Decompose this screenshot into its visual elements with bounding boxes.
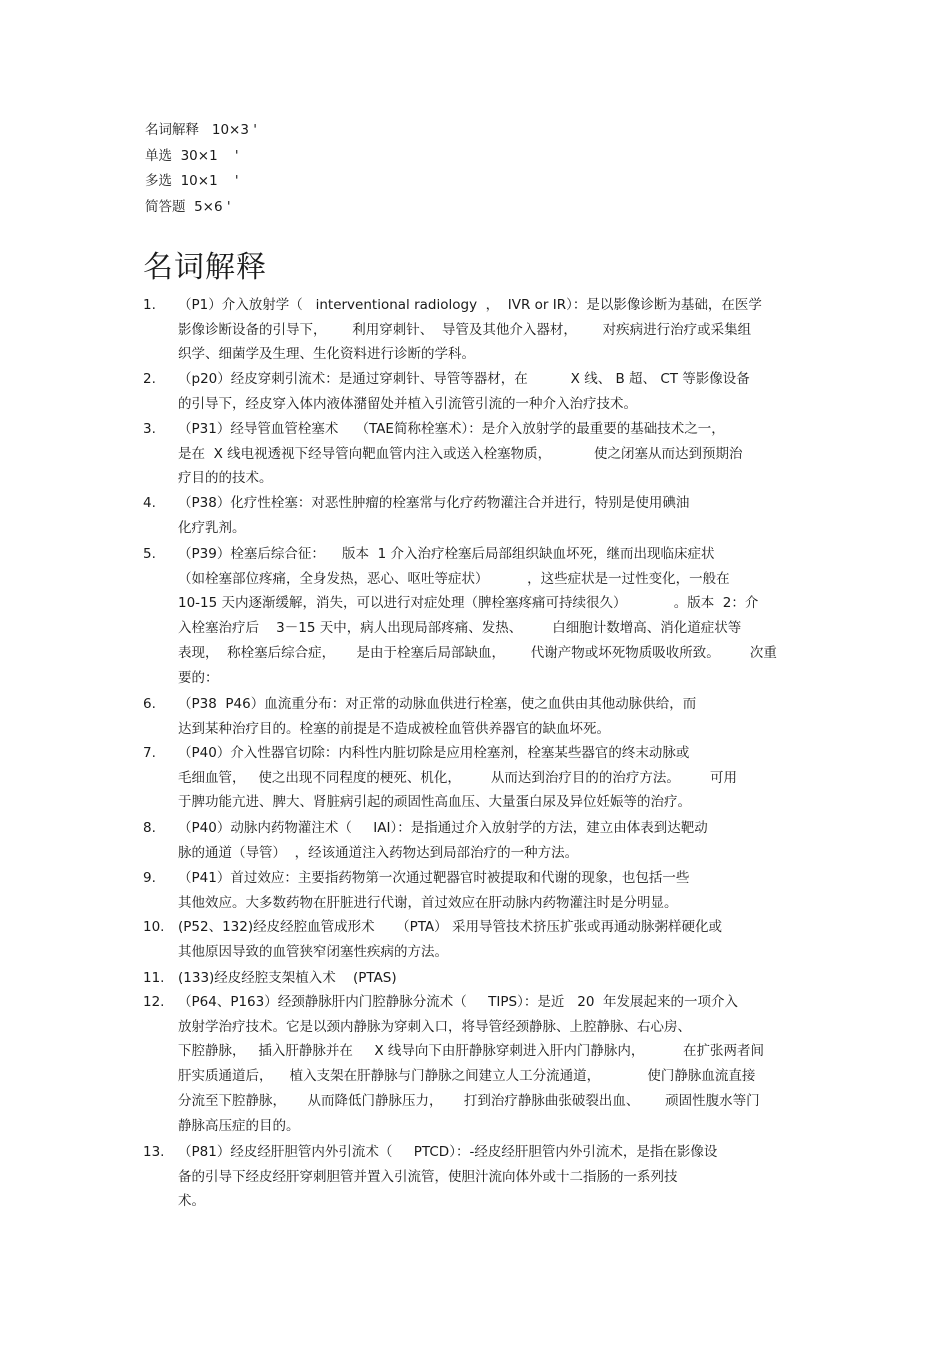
definition-item-2: [143, 367, 808, 416]
item-number: 11.: [143, 970, 165, 986]
item-text: （P41）首过效应：主要指药物第一次通过靶器官时被提取和代谢的现象，也包括一些 其他效应。大多数药物在肝脏进行代谢，首过效应在肝动脉内药物灌注时是分明显。: [178, 870, 690, 911]
definition-item-12: [143, 990, 808, 1138]
item-text: （P1）介入放射学（ interventional radiology ， IVR or IR）：是以影像诊断为基础，在医学 影像诊断设备的引导下， 利用穿刺针、 导管及其他介入器材， 对疾病进行治疗或采集组 织学、细菌学及生理、生化资料进行诊断的学科。: [178, 297, 762, 363]
item-number: 8.: [143, 820, 156, 836]
item-text: （P31）经导管血管栓塞术 （TAE简称栓塞术）：是介入放射学的最重要的基础技术之一， 是在 X 线电视透视下经导管向靶血管内注入或送入栓塞物质， 使之闭塞从而达到预期治 疗目的的技术。: [178, 421, 743, 487]
item-number: 6.: [143, 696, 156, 712]
item-number: 1.: [143, 297, 156, 313]
definition-item-3: [143, 417, 808, 491]
definition-item-1: [143, 293, 808, 367]
definition-item-6: [143, 692, 808, 741]
exam-scoring-list: [145, 118, 257, 220]
definition-item-9: [143, 866, 808, 915]
scoring-row-multiple-choice: 多选 10×1 ': [145, 173, 239, 189]
scoring-row-single-choice: 单选 30×1 ': [145, 147, 239, 164]
item-number: 10.: [143, 919, 165, 935]
item-number: 5.: [143, 546, 156, 562]
item-text: (133)经皮经腔支架植入术 (PTAS): [178, 970, 397, 986]
item-text: （P38）化疗性栓塞：对恶性肿瘤的栓塞常与化疗药物灌注合并进行，特别是使用碘油 化疗乳剂。: [178, 495, 690, 536]
item-text: （P39）栓塞后综合征： 版本 1 介入治疗栓塞后局部组织缺血坏死，继而出现临床症状 （如栓塞部位疼痛，全身发热，恶心、呕吐等症状） ，这些症状是一过性变化，一般在 10-15 天内逐渐缓解，消失，可以进行对症处理（脾栓塞疼痛可持续很久） 。版本 2：介 入栓塞治疗后 3－15 天中，病人出现局部疼痛、发热、 白细胞计数增高、消化道症状等 表现， 称栓塞后综合症， 是由于栓塞后局部缺血， 代谢产物或坏死物质吸收所致。 次重 要的：: [178, 546, 777, 686]
section-heading: 名词解释: [143, 250, 267, 285]
item-number: 2.: [143, 371, 156, 387]
item-text: (P52、132)经皮经腔血管成形术 （PTA） 采用导管技术挤压扩张或再通动脉粥样硬化或 其他原因导致的血管狭窄闭塞性疾病的方法。: [178, 919, 722, 960]
item-text: （P40）动脉内药物灌注术（ IAI）：是指通过介入放射学的方法，建立由体表到达靶动 脉的通道（导管） ，经该通道注入药物达到局部治疗的一种方法。: [178, 820, 708, 861]
item-text: （P38 P46）血流重分布：对正常的动脉血供进行栓塞，使之血供由其他动脉供给，而 达到某种治疗目的。栓塞的前提是不造成被栓血管供养器官的缺血坏死。: [178, 696, 697, 737]
scoring-row-short-answer: 简答题 5×6 ': [145, 198, 231, 215]
definition-item-4: [143, 491, 808, 540]
item-text: （P81）经皮经肝胆管内外引流术（ PTCD）：-经皮经肝胆管内外引流术，是指在影像设 备的引导下经皮经肝穿刺胆管并置入引流管，使胆汁流向体外或十二指肠的一系列技 术。: [178, 1144, 718, 1210]
item-number: 4.: [143, 495, 156, 511]
scoring-row-definitions: 名词解释 10×3 ': [145, 122, 257, 138]
definition-item-13: [143, 1140, 808, 1214]
item-text: （P64、P163）经颈静脉肝内门腔静脉分流术（ TIPS）：是近 20 年发展起来的一项介入 放射学治疗技术。它是以颈内静脉为穿刺入口，将导管经颈静脉、上腔静脉、右心房、 下腔静脉， 插入肝静脉并在 X 线导向下由肝静脉穿刺进入肝内门静脉内， 在扩张两者间 肝实质通道后， 植入支架在肝静脉与门静脉之间建立人工分流通道， 使门静脉血流直接 分流至下腔静脉， 从而降低门静脉压力， 打到治疗静脉曲张破裂出血、 顽固性腹水等门 静脉高压症的目的。: [178, 994, 764, 1134]
definition-item-10: [143, 915, 808, 964]
item-text: （P40）介入性器官切除：内科性内脏切除是应用栓塞剂，栓塞某些器官的终末动脉或 毛细血管， 使之出现不同程度的梗死、机化， 从而达到治疗目的的治疗方法。 可用 于脾功能亢进、脾大、肾脏病引起的顽固性高血压、大量蛋白尿及异位妊娠等的治疗。: [178, 745, 737, 811]
item-number: 12.: [143, 994, 165, 1010]
item-number: 9.: [143, 870, 156, 886]
definition-item-5: [143, 542, 808, 690]
item-number: 7.: [143, 745, 156, 761]
definition-item-8: [143, 816, 808, 865]
item-text: （p20）经皮穿刺引流术：是通过穿刺针、导管等器材，在 X 线、 B 超、 CT 等影像设备 的引导下，经皮穿入体内液体潴留处并植入引流管引流的一种介入治疗技术。: [178, 371, 750, 412]
definition-item-11: [143, 966, 808, 991]
item-number: 3.: [143, 421, 156, 437]
item-number: 13.: [143, 1144, 165, 1160]
definition-item-7: [143, 741, 808, 815]
